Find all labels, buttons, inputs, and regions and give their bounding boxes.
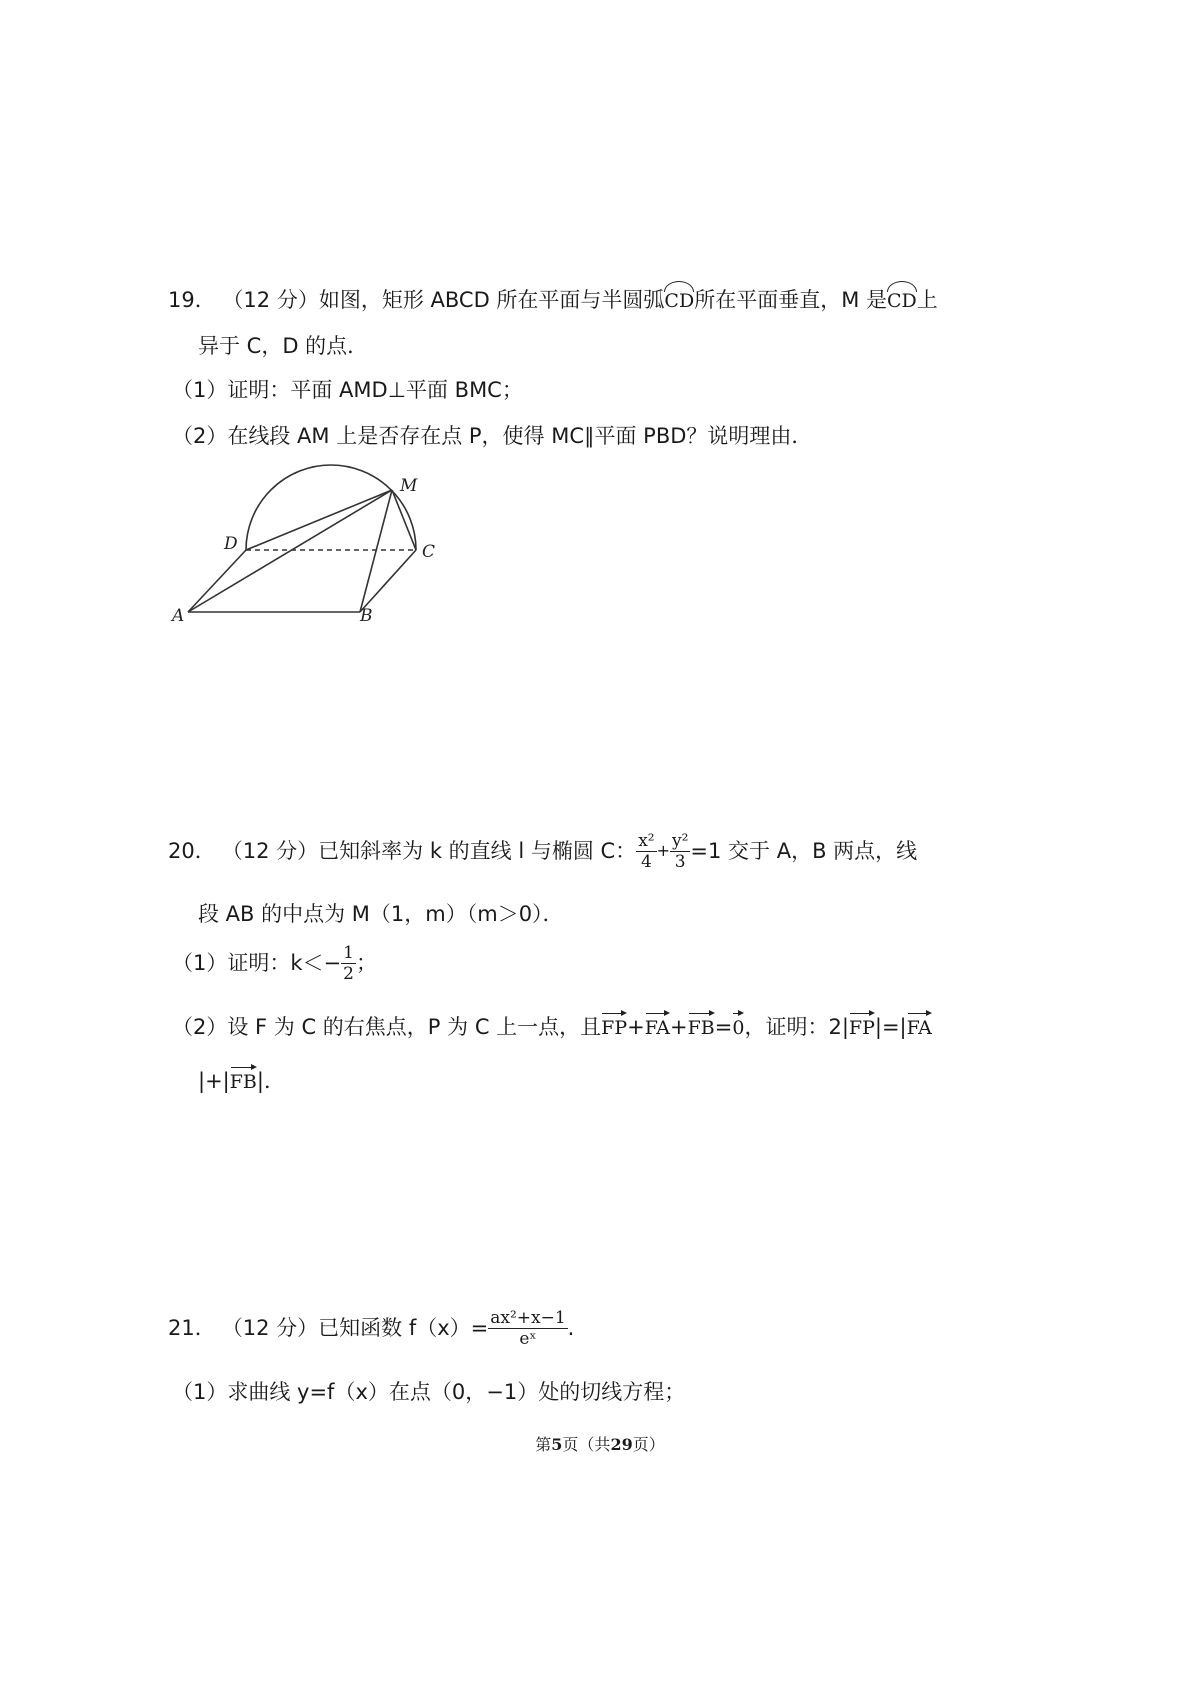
footer-suffix: 页） [632,1435,665,1454]
fraction-y2-over-3: $\frac{\text{y²}}{3}$ [672,830,689,872]
q20-part2-mid: ，证明：2 [744,1015,842,1039]
label-a: A [172,606,185,626]
fraction-one-half: $\frac{1}{2}$ [343,942,354,984]
fraction-x2-over-4: $\frac{\text{x²}}{4}$ [638,830,655,872]
segment-ad [188,550,246,612]
vector-fp-abs: FP [849,1010,875,1042]
page-footer [0,1432,1200,1455]
q20-part1 [172,940,377,986]
segment-mc [392,490,416,550]
label-c: C [422,542,436,562]
q21-text: 已知函数 f（x）= [318,1316,489,1340]
fraction-function: $\frac{\text{ax²+x−1}}{\text{eˣ}}$ [490,1307,566,1349]
semicircle-arc [246,465,416,550]
arc-cd-2: CD [887,284,917,315]
segment-md [246,490,392,550]
q20-part1-text: （1）证明：k＜ [172,951,324,975]
footer-mid: 页（共 [562,1435,611,1454]
q21-number: 21． [168,1316,216,1340]
vector-fp: FP [601,1010,627,1042]
q20-part2-end: ． [263,1069,285,1093]
total-pages: 29 [610,1435,633,1454]
q19-text: 如图，矩形 ABCD 所在平面与半圆弧 [318,288,665,312]
q19-part2: （2）在线段 AM 上是否存在点 P，使得 MC∥平面 PBD？说明理由． [172,424,813,448]
q19-line1 [168,284,938,315]
segment-ma [188,490,392,612]
q20-text: 已知斜率为 k 的直线 l 与椭圆 C： [318,839,637,863]
label-d: D [224,534,238,554]
q20-part2-line2: |+|FB|． [198,1064,285,1096]
vector-fa: FA [645,1010,670,1042]
q19-text-mid: 所在平面垂直，M 是 [694,288,887,312]
q19-part1: （1）证明：平面 AMD⊥平面 BMC； [172,378,523,402]
footer-prefix: 第 [535,1435,552,1454]
q20-text-end: =1 交于 A，B 两点，线 [690,839,918,863]
q19-score: （12 分） [222,288,319,312]
q20-line1 [168,826,917,876]
q21-line1 [168,1300,574,1356]
q20-line2: 段 AB 的中点为 M（1，m）（m＞0）． [198,902,564,926]
label-m: M [400,476,418,496]
q20-part1-end: ； [355,951,377,975]
q21-score: （12 分） [221,1316,319,1340]
q19-number: 19． [168,288,216,312]
vector-zero: 0 [732,1010,744,1042]
q21-text-end: . [567,1316,575,1340]
q21-part1: （1）求曲线 y=f（x）在点（0，−1）处的切线方程； [172,1380,686,1404]
arc-cd-1: CD [664,284,694,315]
q19-line2: 异于 C，D 的点． [198,334,369,358]
plus-sign: + [656,841,670,860]
minus-sign: − [323,951,342,975]
q20-part2-line1: （2）设 F 为 C 的右焦点，P 为 C 上一点，且FP+FA+FB=0，证明：2|FP|=|FA [172,1010,932,1042]
q19-text-end: 上 [916,288,938,312]
label-b: B [360,606,373,626]
q20-part2-text: （2）设 F 为 C 的右焦点，P 为 C 上一点，且 [172,1015,602,1039]
page-number: 5 [551,1435,563,1454]
vector-fa-abs: FA [907,1010,932,1042]
vector-fb-abs: FB [230,1064,257,1096]
q20-number: 20． [168,839,216,863]
q19-figure [160,455,460,635]
q20-score: （12 分） [221,839,319,863]
vector-fb: FB [688,1010,715,1042]
